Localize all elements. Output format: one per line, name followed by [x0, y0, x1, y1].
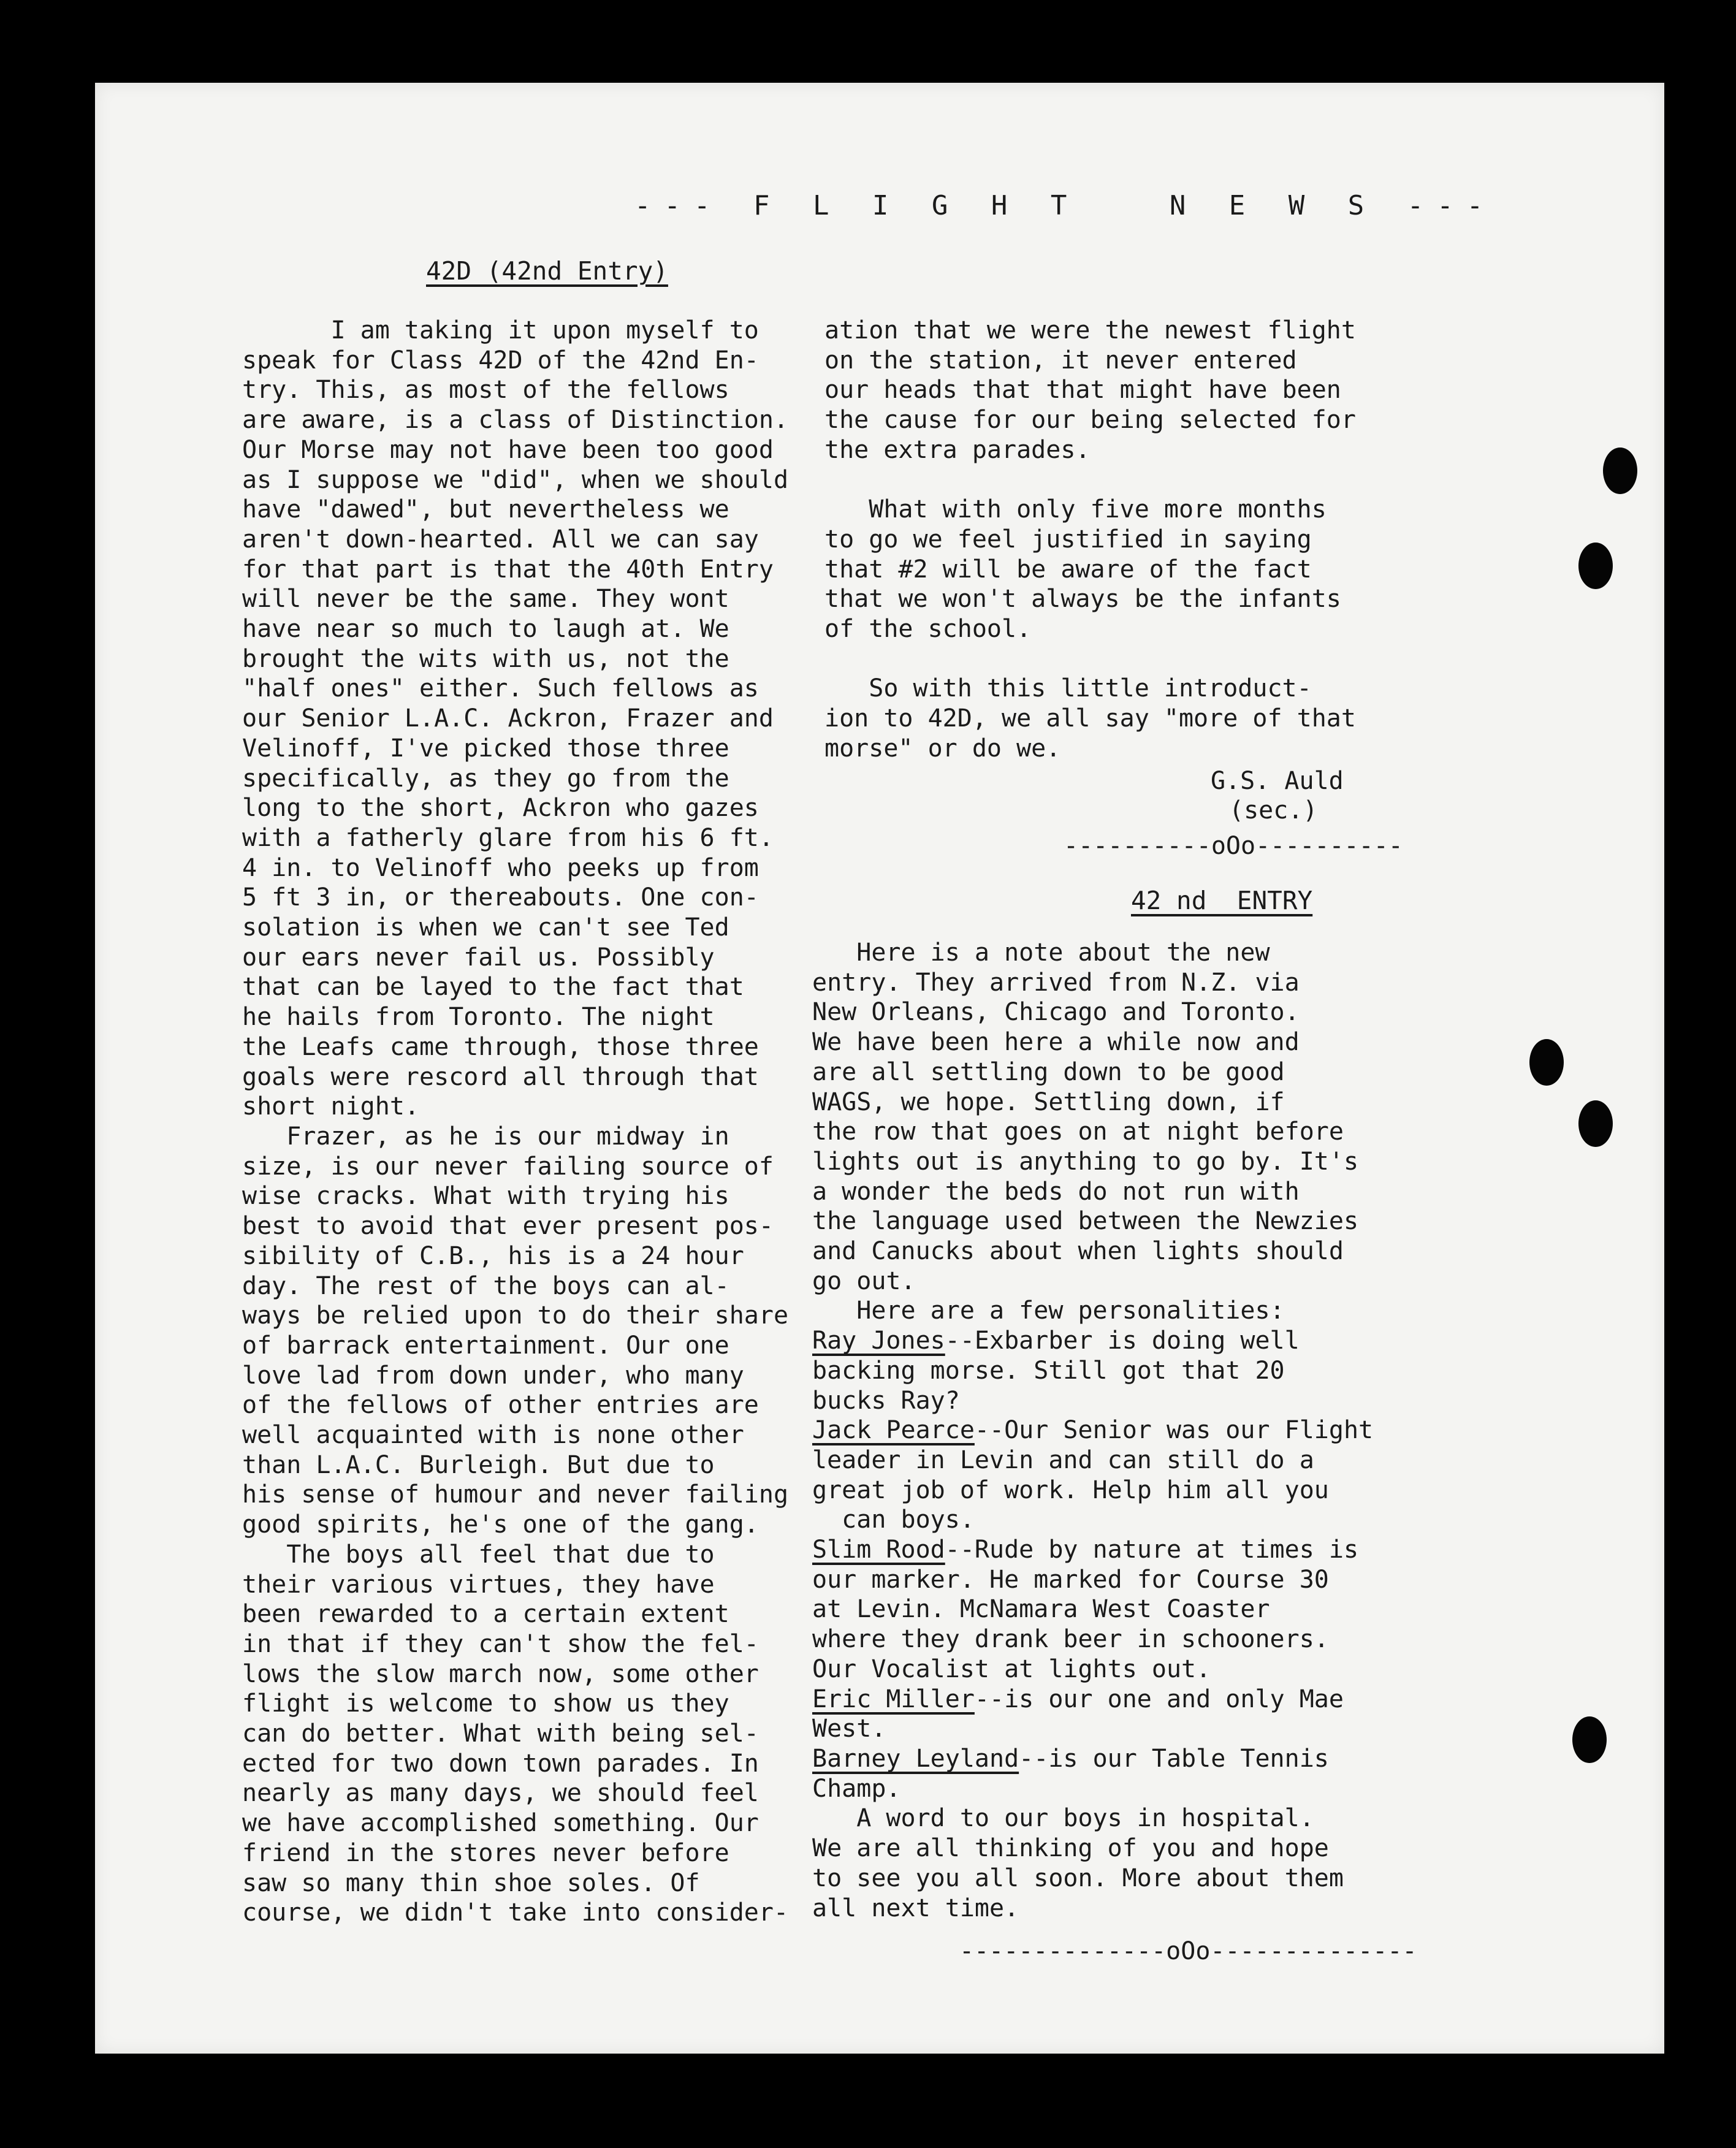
- text-line: on the station, it never entered: [824, 346, 1297, 375]
- personality-name: Jack Pearce: [812, 1416, 975, 1445]
- text-line: of barrack entertainment. Our one: [242, 1331, 729, 1360]
- punch-hole: [1578, 1100, 1613, 1147]
- text-line: ways be relied upon to do their share: [242, 1301, 789, 1330]
- personality-text: our marker. He marked for Course 30: [812, 1565, 1329, 1594]
- text-line: So with this little introduct-: [824, 674, 1312, 703]
- text-line: can do better. What with being sel-: [242, 1720, 759, 1748]
- text-line: the row that goes on at night before: [812, 1118, 1344, 1146]
- text-line: of the fellows of other entries are: [242, 1391, 759, 1420]
- personality-line: [812, 1476, 1373, 1506]
- personality-text: --is our one and only Mae: [974, 1685, 1344, 1713]
- text-line: day. The rest of the boys can al-: [242, 1271, 729, 1300]
- text-line: a wonder the beds do not run with: [812, 1177, 1300, 1206]
- text-line: brought the wits with us, not the: [242, 644, 729, 673]
- separator-1: ----------oOo----------: [1064, 832, 1403, 860]
- text-line: aren't down-hearted. All we can say: [242, 525, 759, 554]
- text-line: to see you all soon. More about them: [812, 1864, 1344, 1892]
- text-line: than L.A.C. Burleigh. But due to: [242, 1450, 715, 1479]
- text-line: will never be the same. They wont: [242, 585, 729, 614]
- article-column-left: [242, 316, 788, 1928]
- text-line: A word to our boys in hospital.: [812, 1804, 1314, 1833]
- text-line: he hails from Toronto. The night: [242, 1003, 715, 1032]
- text-line: well acquainted with is none other: [242, 1421, 744, 1450]
- personality-line: [812, 1386, 1373, 1416]
- text-line: morse" or do we.: [824, 734, 1061, 763]
- text-line: Here are a few personalities:: [812, 1297, 1285, 1325]
- personality-name: Slim Rood: [812, 1536, 945, 1564]
- text-line: go out.: [812, 1266, 916, 1295]
- text-line: the extra parades.: [824, 435, 1091, 464]
- punch-hole: [1578, 543, 1613, 589]
- text-line: short night.: [242, 1092, 419, 1121]
- text-line: I am taking it upon myself to: [242, 316, 759, 345]
- text-line: ected for two down town parades. In: [242, 1749, 759, 1778]
- personality-text: --Rude by nature at times is: [945, 1536, 1359, 1564]
- text-line: 4 in. to Velinoff who peeks up from: [242, 853, 759, 882]
- punch-hole: [1603, 448, 1637, 494]
- text-line: We are all thinking of you and hope: [812, 1834, 1329, 1863]
- personality-text: --Our Senior was our Flight: [974, 1416, 1374, 1445]
- text-line: lows the slow march now, some other: [242, 1659, 759, 1688]
- text-line: Frazer, as he is our midway in: [242, 1122, 729, 1151]
- text-line: size, is our never failing source of: [242, 1152, 774, 1181]
- personality-text: at Levin. McNamara West Coaster: [812, 1595, 1270, 1624]
- text-line: [824, 465, 1356, 495]
- text-line: 5 ft 3 in, or thereabouts. One con-: [242, 883, 759, 912]
- text-line: that we won't always be the infants: [824, 585, 1341, 614]
- text-line: are all settling down to be good: [812, 1057, 1285, 1086]
- personality-line: [812, 1774, 1373, 1804]
- text-line: good spirits, he's one of the gang.: [242, 1510, 759, 1539]
- personality-text: bucks Ray?: [812, 1386, 960, 1415]
- text-line: Our Morse may not have been too good: [242, 435, 774, 464]
- text-line: that #2 will be aware of the fact: [824, 555, 1312, 584]
- article-column-right-top: [824, 316, 1356, 764]
- personality-text: leader in Levin and can still do a: [812, 1445, 1314, 1474]
- text-line: specifically, as they go from the: [242, 764, 729, 793]
- text-line: course, we didn't take into consider-: [242, 1899, 789, 1927]
- text-line: for that part is that the 40th Entry: [242, 555, 774, 584]
- personality-text: Champ.: [812, 1774, 901, 1803]
- text-line: been rewarded to a certain extent: [242, 1600, 729, 1629]
- separator-2: --------------oOo--------------: [959, 1937, 1417, 1965]
- personality-line: [812, 1445, 1373, 1476]
- section-heading-42nd-entry: 42 nd ENTRY: [1131, 886, 1313, 915]
- text-line: Velinoff, I've picked those three: [242, 734, 729, 763]
- personality-line: [812, 1565, 1373, 1595]
- text-line: the cause for our being selected for: [824, 406, 1356, 435]
- personality-line: [812, 1535, 1373, 1565]
- text-line: the language used between the Newzies: [812, 1207, 1359, 1236]
- personality-line: [812, 1624, 1373, 1655]
- signature-role: (sec.): [1229, 796, 1318, 825]
- page-title: --- F L I G H T N E W S ---: [634, 190, 1497, 221]
- text-line: What with only five more months: [824, 495, 1327, 524]
- personality-text: --is our Table Tennis: [1019, 1744, 1329, 1773]
- personality-line: [812, 1356, 1373, 1386]
- text-line: our heads that that might have been: [824, 376, 1341, 405]
- text-line: long to the short, Ackron who gazes: [242, 794, 759, 823]
- personality-line: [812, 1594, 1373, 1624]
- text-line: wise cracks. What with trying his: [242, 1182, 729, 1211]
- text-line: We have been here a while now and: [812, 1028, 1300, 1057]
- personality-line: [812, 1744, 1373, 1774]
- personality-text: can boys.: [812, 1506, 975, 1534]
- text-line: ion to 42D, we all say "more of that: [824, 704, 1356, 733]
- personality-line: [812, 1505, 1373, 1535]
- section-heading-42d: 42D (42nd Entry): [426, 256, 668, 286]
- text-line: Here is a note about the new: [812, 939, 1270, 967]
- text-line: their various virtues, they have: [242, 1570, 715, 1599]
- text-line: and Canucks about when lights should: [812, 1237, 1344, 1266]
- text-line: speak for Class 42D of the 42nd En-: [242, 346, 759, 375]
- text-line: to go we feel justified in saying: [824, 525, 1312, 554]
- text-line: his sense of humour and never failing: [242, 1480, 789, 1509]
- personality-text: where they drank beer in schooners.: [812, 1625, 1329, 1654]
- text-line: as I suppose we "did", when we should: [242, 465, 789, 494]
- text-line: love lad from down under, who many: [242, 1361, 744, 1390]
- personality-text: great job of work. Help him all you: [812, 1476, 1329, 1504]
- personality-line: [812, 1415, 1373, 1445]
- text-line: the Leafs came through, those three: [242, 1032, 759, 1061]
- personality-name: Ray Jones: [812, 1327, 945, 1355]
- text-line: New Orleans, Chicago and Toronto.: [812, 998, 1300, 1027]
- text-line: "half ones" either. Such fellows as: [242, 674, 759, 703]
- text-line: all next time.: [812, 1894, 1019, 1922]
- personality-line: [812, 1655, 1373, 1685]
- text-line: best to avoid that ever present pos-: [242, 1212, 774, 1241]
- text-line: our Senior L.A.C. Ackron, Frazer and: [242, 704, 774, 733]
- text-line: friend in the stores never before: [242, 1838, 729, 1867]
- text-line: try. This, as most of the fellows: [242, 376, 729, 405]
- personality-text: West.: [812, 1715, 886, 1743]
- personality-name: Barney Leyland: [812, 1744, 1019, 1773]
- text-line: have "dawed", but nevertheless we: [242, 495, 729, 524]
- personality-line: [812, 1326, 1373, 1356]
- text-line: goals were rescord all through that: [242, 1062, 759, 1091]
- text-line: ation that we were the newest flight: [824, 316, 1356, 345]
- text-line: in that if they can't show the fel-: [242, 1629, 759, 1658]
- text-line: entry. They arrived from N.Z. via: [812, 968, 1300, 997]
- text-line: that can be layed to the fact that: [242, 973, 744, 1002]
- text-line: of the school.: [824, 615, 1032, 644]
- text-line: our ears never fail us. Possibly: [242, 943, 715, 972]
- personality-line: [812, 1685, 1373, 1715]
- text-line: solation is when we can't see Ted: [242, 913, 729, 942]
- personality-text: Our Vocalist at lights out.: [812, 1655, 1211, 1683]
- personality-line: [812, 1714, 1373, 1744]
- text-line: are aware, is a class of Distinction.: [242, 406, 789, 435]
- text-line: [824, 644, 1356, 674]
- text-line: lights out is anything to go by. It's: [812, 1147, 1359, 1176]
- text-line: with a fatherly glare from his 6 ft.: [242, 823, 774, 852]
- text-line: flight is welcome to show us they: [242, 1689, 729, 1718]
- signature-name: G.S. Auld: [1211, 767, 1344, 795]
- article-column-right-bottom: [812, 938, 1373, 1923]
- personality-text: backing morse. Still got that 20: [812, 1356, 1285, 1385]
- text-line: nearly as many days, we should feel: [242, 1779, 759, 1808]
- text-line: saw so many thin shoe soles. Of: [242, 1868, 700, 1897]
- personality-name: Eric Miller: [812, 1685, 975, 1713]
- text-line: we have accomplished something. Our: [242, 1809, 759, 1838]
- personality-text: --Exbarber is doing well: [945, 1327, 1300, 1355]
- punch-hole: [1529, 1039, 1564, 1086]
- text-line: WAGS, we hope. Settling down, if: [812, 1087, 1285, 1116]
- text-line: The boys all feel that due to: [242, 1540, 715, 1569]
- document-page: [95, 83, 1664, 2054]
- text-line: have near so much to laugh at. We: [242, 615, 729, 644]
- punch-hole: [1572, 1716, 1607, 1763]
- text-line: sibility of C.B., his is a 24 hour: [242, 1241, 744, 1270]
